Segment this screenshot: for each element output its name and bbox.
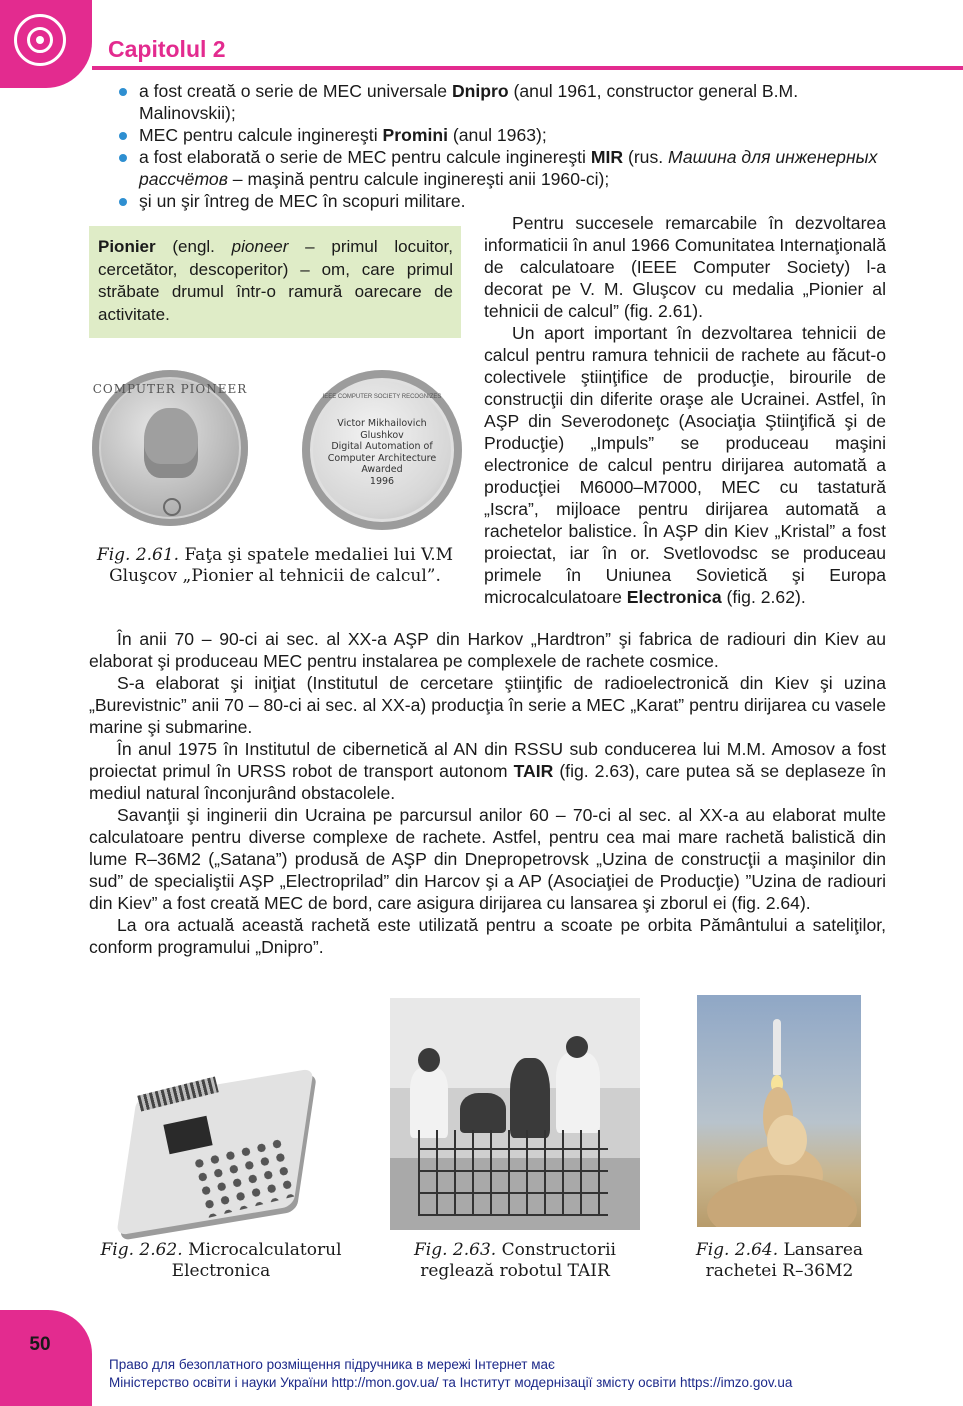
seal-icon: [163, 498, 181, 516]
calculator-image: [108, 1068, 332, 1228]
list-item: MEC pentru calcule inginereşti Promini (anul 1963);: [116, 124, 886, 146]
rocket-launch-image: [697, 995, 861, 1227]
footer-line-2: Міністерство освіти і науки України http://mon.gov.ua/ та Інститут модернізації змісту освіти https://imzo.gov.ua: [109, 1375, 793, 1390]
paragraph: Un aport important în dezvoltarea tehnicii de calcul pentru ramura tehnicii de rachete au făcut-o colectivele ştiinţifice de producţie, birourile de construcţii din diferite oraşe ale Ucrainei. Astfel, în AŞP din Severodoneţc (Asociaţia Ştiinţifică şi de Producţie) „Impuls” se produceau maşini electronice de calcul pentru dirijarea automată a producţiei M6000–M7000, MEC cu tastatură „Iscra”, mijloace pentru dirijarea automată a rachetelor balistice. În AŞP din Kiev „Kristal” a fost proiectat, iar în or. Svetlovodsc se produceau primele în Uniunea Sovietică şi Europa microcalculatoare Electronica (fig. 2.62).: [484, 323, 886, 607]
chapter-title: Capitolul 2: [108, 36, 226, 62]
figure-caption: Fig. 2.64. Lansarea rachetei R–36M2: [695, 1240, 864, 1281]
medal-front-image: [92, 370, 248, 526]
chapter-tab: [0, 0, 92, 88]
paragraph: Savanţii şi inginerii din Ucraina pe parcursul anilor 60 – 70-ci al sec. al XX-a au elaborat multe calculatoare pentru diverse complexe de rachete. Astfel, pentru cea mai mare rachetă balistică din lume R–36M2 („Satana”) produsă de AŞP din Dnepropetrovsk „Uzina de construcţii a maşinilor din sud” de specialiştii AŞP „Electroprilad” din Harcov şi a AP (Asociaţiei de Producţie) ”Uzina de radiouri din Kiev” a fost creată MEC de bord, care asigura dirijarea cu lansarea şi zborul ei (fig. 2.64).: [89, 805, 886, 913]
medal-front-text: COMPUTER PIONEER: [92, 382, 248, 396]
paragraph: La ora actuală această rachetă este utilizată pentru a scoate pe orbita Pământului a sateliţilor, conform programului „Dnipro”.: [89, 915, 886, 957]
figure-caption: Fig. 2.61. Faţa şi spatele medaliei lui V.M Gluşcov „Pionier al tehnicii de calcul”.: [96, 545, 454, 586]
definition-term: Pionier: [98, 237, 156, 256]
header-rule: [92, 66, 963, 70]
body-text: [89, 628, 886, 958]
page-number: 50: [29, 1334, 51, 1355]
bullet-list: [116, 80, 886, 212]
list-item: a fost elaborată o serie de MEC pentru calcule inginereşti MIR (rus. Машина для инженерных рассчётов – maşină pentru calcule inginereşti anii 1960-ci);: [116, 146, 886, 190]
definition-box: Pionier (engl. pioneer – primul locuitor, cercetător, descoperitor) – om, care primul străbate drumul într-o ramură oarecare de activitate.: [89, 226, 461, 338]
medal-back-inscription: Victor Mikhailovich Glushkov Digital Automation of Computer Architecture Awarded 1996: [327, 418, 437, 487]
right-column-text: [484, 212, 886, 608]
list-item: a fost creată o serie de MEC universale Dnipro (anul 1961, constructor general B.M. Malinovskii);: [116, 80, 886, 124]
list-item: şi un şir întreg de MEC în scopuri militare.: [116, 190, 886, 212]
figure-caption: Fig. 2.63. Constructorii reglează robotul TAIR: [413, 1240, 616, 1281]
paragraph: În anii 70 – 90-ci ai sec. al XX-a AŞP din Harkov „Hardtron” şi fabrica de radiouri din Kiev au elaborat şi produceau MEC pentru instalarea pe complexele de rachete cosmice.: [89, 629, 886, 671]
footer-line-1: Право для безоплатного розміщення підручника в мережі Інтернет має: [109, 1357, 555, 1372]
paragraph: S-a elaborat şi iniţiat (Institutul de cercetare ştiinţific de radioelectronică din Kiev şi uzina „Burevistnic” anii 70 – 80-ci ai sec. al XX-a) producţia în serie a MEC „Karat” pentru dirijarea cu vasele marine şi submarine.: [89, 673, 886, 737]
paragraph: Pentru succesele remarcabile în dezvoltarea informaticii în anul 1966 Comunitatea Internaţională de calculatoare (IEEE Computer Society) l-a decorat pe V. M. Gluşcov cu medalia „Pionier al tehnicii de calcul” (fig. 2.61).: [484, 213, 886, 321]
figure-caption: Fig. 2.62. Microcalculatorul Electronica: [100, 1240, 342, 1281]
portrait-icon: [144, 408, 198, 478]
robot-tair-image: [390, 998, 640, 1230]
page-number-tab: [0, 1310, 92, 1406]
paragraph: În anul 1975 în Institutul de cibernetică al AN din RSSU sub conducerea lui M.M. Amosov a fost proiectat primul în URSS robot de transport autonom TAIR (fig. 2.63), care putea să se deplaseze în mediul natural înconjurând obstacolele.: [89, 739, 886, 803]
target-icon: [14, 14, 66, 66]
medal-back-image: IEEE COMPUTER SOCIETY RECOGNIZES Victor Mikhailovich Glushkov Digital Automation of Computer Architecture Awarded 1996: [302, 370, 462, 530]
